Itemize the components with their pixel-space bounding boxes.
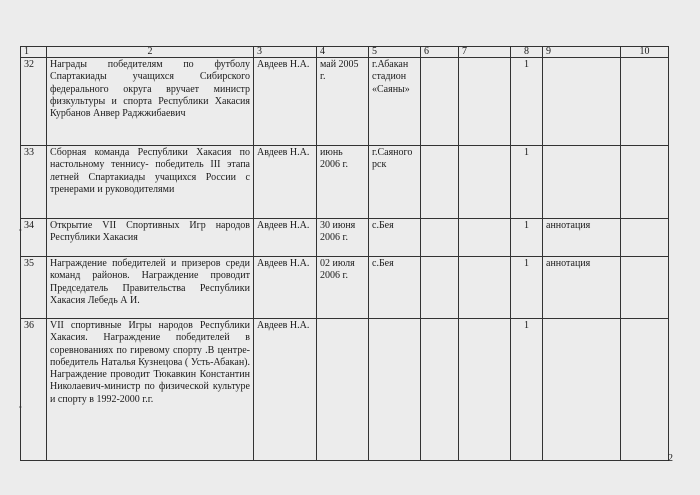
photo-author: Авдеев Н.А. — [254, 146, 317, 219]
header-cell-8: 8 — [511, 47, 543, 58]
cell-col9: аннотация — [543, 257, 621, 319]
cell-col9 — [543, 58, 621, 146]
table-row — [21, 257, 669, 319]
cell-col10 — [621, 319, 669, 461]
cell-col7 — [459, 319, 511, 461]
header-cell-3: 3 — [254, 47, 317, 58]
row-number: 33 — [21, 146, 47, 219]
photo-date: 02 июля 2006 г. — [317, 257, 369, 319]
cell-col7 — [459, 257, 511, 319]
photo-place: г.Саяногорск — [369, 146, 421, 219]
photo-place — [369, 319, 421, 461]
photo-date: июнь 2006 г. — [317, 146, 369, 219]
cell-col7 — [459, 219, 511, 257]
cell-col8: 1 — [511, 257, 543, 319]
scan-speck: • — [19, 226, 22, 235]
table-row — [21, 58, 669, 146]
photo-place: г.Абакан стадион «Саяны» — [369, 58, 421, 146]
row-number: 32 — [21, 58, 47, 146]
header-cell-5: 5 — [369, 47, 421, 58]
cell-col6 — [421, 146, 459, 219]
photo-catalog-table — [20, 46, 669, 461]
cell-col10 — [621, 146, 669, 219]
row-number: 36 — [21, 319, 47, 461]
photo-author: Авдеев Н.А. — [254, 257, 317, 319]
cell-col6 — [421, 219, 459, 257]
header-cell-6: 6 — [421, 47, 459, 58]
cell-col10 — [621, 219, 669, 257]
scan-speck: • — [19, 403, 22, 412]
header-cell-1: 1 — [21, 47, 47, 58]
cell-col9: аннотация — [543, 219, 621, 257]
cell-col7 — [459, 58, 511, 146]
cell-col8: 1 — [511, 319, 543, 461]
header-row — [21, 47, 669, 58]
cell-col6 — [421, 257, 459, 319]
photo-date: 30 июня 2006 г. — [317, 219, 369, 257]
cell-col8: 1 — [511, 219, 543, 257]
cell-col9 — [543, 319, 621, 461]
cell-col10 — [621, 257, 669, 319]
photo-description: Награждение победителей и призеров среди команд районов. Награждение проводит Председатель Правительства Республики Хакасия Лебедь А И. — [47, 257, 254, 319]
header-cell-9: 9 — [543, 47, 621, 58]
table-row — [21, 146, 669, 219]
photo-description: Сборная команда Республики Хакасия по настольному теннису- победитель III этапа летней Спартакиады учащихся России с тренерами и руководителями — [47, 146, 254, 219]
header-cell-10: 10 — [621, 47, 669, 58]
header-cell-4: 4 — [317, 47, 369, 58]
photo-description: VII спортивные Игры народов Республики Хакасия. Награждение победителей в соревнованиях по гиревому спорту .В центре- победитель Наталья Кузнецова ( Усть-Абакан). Награждение проводит Тюкавкин Константин Николаевич-министр по физической культуре и спорту в 1992-2000 г.г. — [47, 319, 254, 461]
cell-col6 — [421, 58, 459, 146]
photo-description: Награды победителям по футболу Спартакиады учащихся Сибирского федерального округа вручает министр физкультуры и спорта Республики Хакасия Курбанов Анвер Раджжибаевич — [47, 58, 254, 146]
table-row — [21, 319, 669, 461]
header-cell-2: 2 — [47, 47, 254, 58]
cell-col6 — [421, 319, 459, 461]
cell-col8: 1 — [511, 146, 543, 219]
photo-date — [317, 319, 369, 461]
cell-col10 — [621, 58, 669, 146]
photo-author: Авдеев Н.А. — [254, 58, 317, 146]
cell-col7 — [459, 146, 511, 219]
photo-place: с.Бея — [369, 219, 421, 257]
photo-author: Авдеев Н.А. — [254, 319, 317, 461]
row-number: 35 — [21, 257, 47, 319]
photo-description: Открытие VII Спортивных Игр народов Республики Хакасия — [47, 219, 254, 257]
photo-date: май 2005 г. — [317, 58, 369, 146]
cell-col8: 1 — [511, 58, 543, 146]
photo-author: Авдеев Н.А. — [254, 219, 317, 257]
photo-place: с.Бея — [369, 257, 421, 319]
table-row — [21, 219, 669, 257]
page-number: 2 — [668, 453, 673, 464]
cell-col9 — [543, 146, 621, 219]
header-cell-7: 7 — [459, 47, 511, 58]
row-number: 34 — [21, 219, 47, 257]
